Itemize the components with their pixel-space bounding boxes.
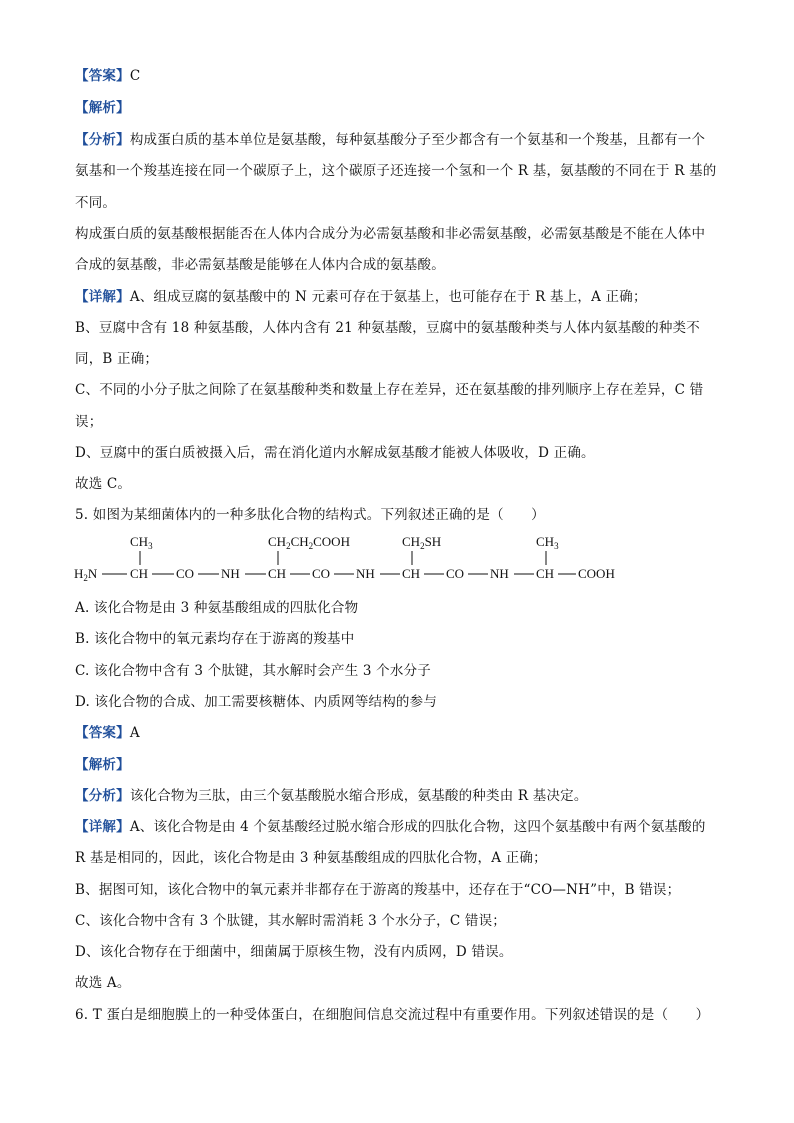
- formula-r-group-2: $CH_2CH_2COOH$: [268, 534, 350, 551]
- formula-ch-2: CH: [268, 566, 287, 581]
- paragraph-line: 误；: [75, 414, 103, 430]
- answer-line-1: [75, 66, 734, 86]
- paragraph-line: 不同。: [75, 195, 117, 211]
- xiangjie-tag: 【详解】: [75, 289, 130, 305]
- answer-line-2: [75, 723, 734, 743]
- formula-ch-4: CH: [536, 566, 555, 581]
- fenxi-tag: 【分析】: [75, 788, 130, 804]
- formula-h2n: $H_2N$: [74, 566, 98, 583]
- option-a: A. 该化合物是由 3 种氨基酸组成的四肽化合物: [75, 600, 359, 616]
- xiangjie-line: [75, 287, 734, 307]
- conclusion-line: 故选 A。: [75, 975, 131, 991]
- question-5-stem: 5. 如图为某细菌体内的一种多肽化合物的结构式。下列叙述正确的是（ ）: [75, 507, 545, 523]
- formula-cooh-terminal: COOH: [578, 566, 615, 581]
- question-6-stem: 6. T 蛋白是细胞膜上的一种受体蛋白，在细胞间信息交流过程中有重要作用。下列叙述错误的是（ ）: [75, 1007, 710, 1023]
- fenxi-line: [75, 786, 734, 806]
- paragraph-line: D、该化合物存在于细菌中，细菌属于原核生物，没有内质网，D 错误。: [75, 944, 513, 960]
- formula-co-2: CO: [312, 566, 331, 581]
- paragraph-line: 氨基和一个羧基连接在同一个碳原子上，这个碳原子还连接一个氢和一个 R 基，氨基酸的不同在于 R 基的: [75, 163, 717, 179]
- answer-value: C: [129, 68, 141, 84]
- paragraph-line: C、不同的小分子肽之间除了在氨基酸种类和数量上存在差异，还在氨基酸的排列顺序上存在差异，C 错: [75, 382, 704, 398]
- analysis-heading-2: [75, 755, 734, 775]
- paragraph-text: 构成蛋白质的基本单位是氨基酸，每种氨基酸分子至少都含有一个氨基和一个羧基，且都有一个: [129, 132, 706, 148]
- answer-tag: 【答案】: [75, 68, 130, 84]
- formula-r-group-3: $CH_2SH$: [402, 534, 442, 551]
- formula-co-3: CO: [446, 566, 465, 581]
- paragraph-line: R 基是相同的，因此，该化合物是由 3 种氨基酸组成的四肽化合物，A 正确；: [75, 850, 547, 866]
- formula-ch-1: CH: [130, 566, 149, 581]
- fenxi-tag: 【分析】: [75, 132, 130, 148]
- paragraph-line: 构成蛋白质的氨基酸根据能否在人体内合成分为必需氨基酸和非必需氨基酸，必需氨基酸是不能在人体中: [75, 226, 706, 242]
- paragraph-line: B、豆腐中含有 18 种氨基酸，人体内含有 21 种氨基酸，豆腐中的氨基酸种类与人体内氨基酸的种类不: [75, 320, 700, 336]
- formula-co-1: CO: [176, 566, 195, 581]
- paragraph-line: B、据图可知，该化合物中的氧元素并非都存在于游离的羧基中，还存在于“CO—NH”中，B 错误；: [75, 882, 681, 898]
- formula-r-group-4: $CH_3$: [536, 534, 559, 551]
- formula-nh-1: NH: [221, 566, 240, 581]
- option-c: C. 该化合物中含有 3 个肽键，其水解时会产生 3 个水分子: [75, 663, 431, 679]
- paragraph-text: A、组成豆腐的氨基酸中的 N 元素可存在于氨基上，也可能存在于 R 基上，A 正确；: [129, 289, 647, 305]
- paragraph-line: 合成的氨基酸，非必需氨基酸是能够在人体内合成的氨基酸。: [75, 257, 445, 273]
- answer-value: A: [129, 725, 140, 741]
- formula-nh-3: NH: [490, 566, 509, 581]
- paragraph-text: A、该化合物是由 4 个氨基酸经过脱水缩合形成的四肽化合物，这四个氨基酸中有两个氨基酸的: [129, 819, 706, 835]
- analysis-tag: 【解析】: [75, 100, 130, 116]
- paragraph-text: 该化合物为三肽，由三个氨基酸脱水缩合形成，氨基酸的种类由 R 基决定。: [129, 788, 588, 804]
- conclusion-line: 故选 C。: [75, 476, 132, 492]
- paragraph-line: D、豆腐中的蛋白质被摄入后，需在消化道内水解成氨基酸才能被人体吸收，D 正确。: [75, 445, 595, 461]
- formula-nh-2: NH: [356, 566, 375, 581]
- formula-r-group-1: $CH_3$: [130, 534, 153, 551]
- xiangjie-tag: 【详解】: [75, 819, 130, 835]
- option-b: B. 该化合物中的氧元素均存在于游离的羧基中: [75, 631, 355, 647]
- analysis-heading-1: [75, 98, 734, 118]
- peptide-structure-formula: [72, 532, 632, 594]
- fenxi-line: [75, 130, 734, 150]
- answer-tag: 【答案】: [75, 725, 130, 741]
- xiangjie-line: [75, 817, 734, 837]
- paragraph-line: 同，B 正确；: [75, 351, 159, 367]
- analysis-tag: 【解析】: [75, 757, 130, 773]
- formula-ch-3: CH: [402, 566, 421, 581]
- paragraph-line: C、该化合物中含有 3 个肽键，其水解时需消耗 3 个水分子，C 错误；: [75, 913, 506, 929]
- option-d: D. 该化合物的合成、加工需要核糖体、内质网等结构的参与: [75, 694, 438, 710]
